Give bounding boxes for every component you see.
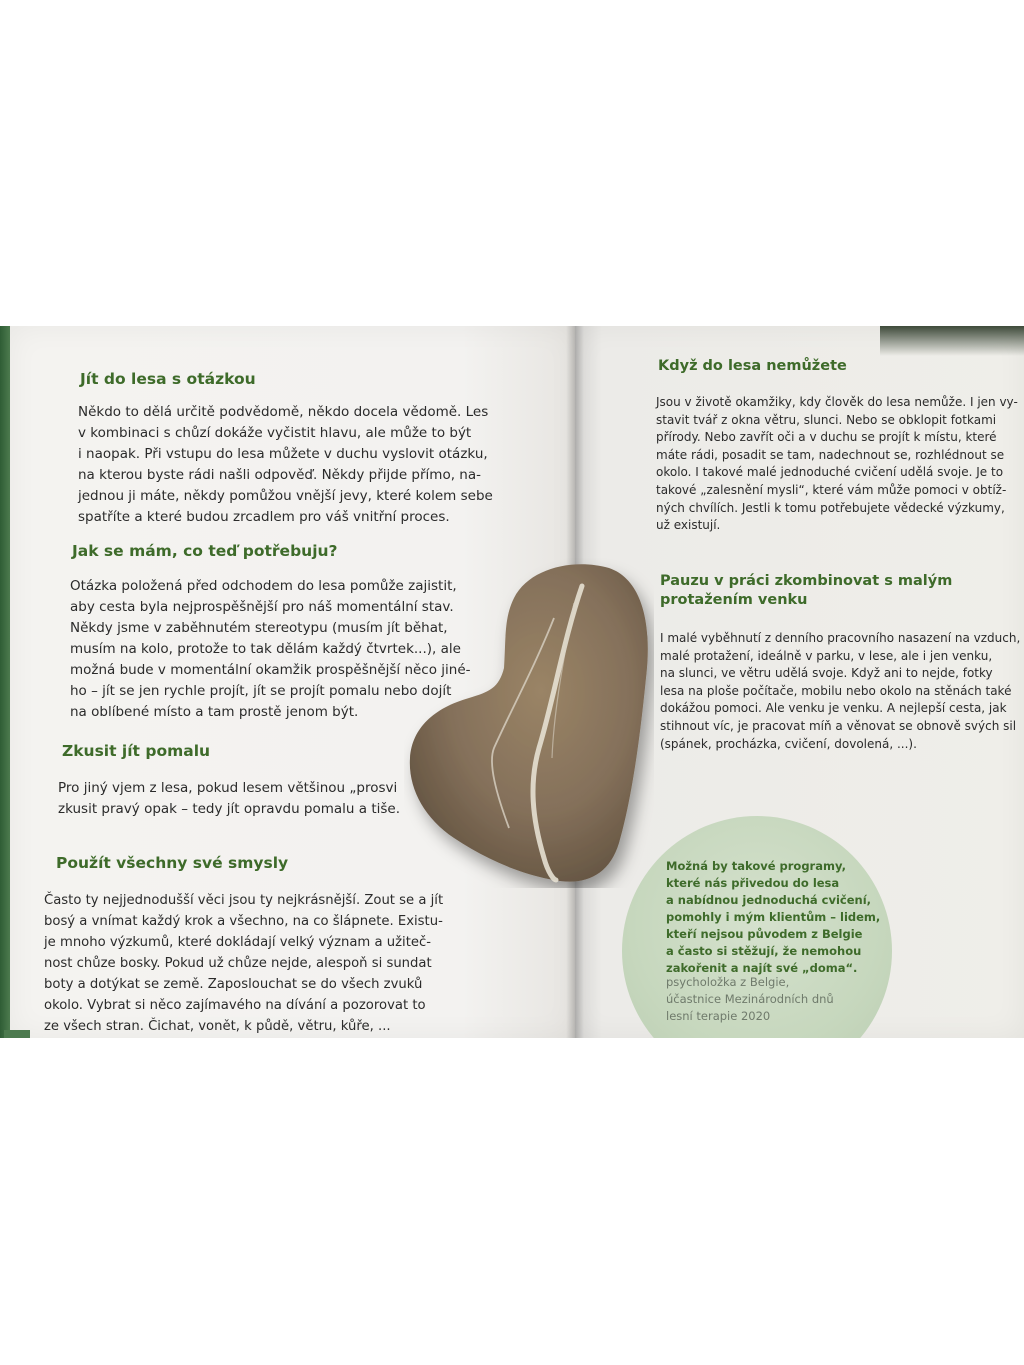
quote-text [666,858,880,977]
quote-line: a nabídnou jednoduchá cvičení, [666,893,872,907]
text-line: ze všech stran. Čichat, vonět, k půdě, větru, kůře, ... [44,1019,391,1034]
text-line: na oblíbené místo a tam prostě jenom být. [70,704,359,720]
text-line: nost chůze bosky. Pokud už chůze nejde, alespoň si sundat [44,956,432,971]
text-line: možná bude v momentální okamžik prospěšnější něco jiné- [70,662,471,678]
heading-line: protažením venku [660,592,808,608]
text-line: Pro jiný vjem z lesa, pokud lesem většinou „prosvi [58,780,398,796]
section-paragraph [78,402,493,528]
text-line: spatříte a které budou zrcadlem pro váš vnitřní proces. [78,509,450,525]
quote-attribution [666,974,834,1025]
page-edge-shadow [880,326,1024,356]
section-heading: Když do lesa nemůžete [658,358,847,374]
heading-line: Pauzu v práci zkombinovat s malým [660,573,953,589]
book-cover-edge [0,326,10,1038]
text-line: lesa na ploše počítače, mobilu nebo okolo na stěnách také [660,683,1012,698]
section-paragraph [656,394,1018,535]
section-heading: Použít všechny své smysly [56,854,289,872]
text-line: (spánek, procházka, cvičení, dovolená, ...). [660,736,917,751]
text-line: Jsou v životě okamžiky, kdy člověk do lesa nemůže. I jen vy- [656,395,1018,409]
quote-line: a často si stěžují, že nemohou [666,944,862,958]
text-line: okolo. Vybrat si něco zajímavého na dívání a pozorovat to [44,998,426,1013]
text-line: Někdy jsme v zaběhnutém stereotypu (musím jít běhat, [70,620,448,636]
text-line: Často ty nejjednodušší věci jsou ty nejkrásnější. Zout se a jít [44,893,444,908]
quote-line: Možná by takové programy, [666,859,846,873]
text-line: Někdo to dělá určitě podvědomě, někdo docela vědomě. Les [78,404,489,420]
section-paragraph [44,890,443,1037]
text-line: ho – jít se jen rychle projít, jít se projít pomalu nebo dojít [70,683,452,699]
quote-line: pomohly i mým klientům – lidem, [666,910,881,924]
section-heading: Jak se mám, co teď potřebuju? [72,542,338,560]
text-line: takové „zalesnění mysli“, které vám může pomoci v obtíž- [656,482,1007,497]
section-heading: Jít do lesa s otázkou [80,370,256,388]
text-line: boty a dotýkat se země. Zaposlouchat se do všech zvuků [44,977,423,992]
page-number-mark [4,1030,30,1038]
text-line: I malé vyběhnutí z denního pracovního nasazení na vzduch, [660,631,1021,645]
book-photo [0,326,1024,1038]
text-line: musím na kolo, protože to tak dělám každý čtvrtek...), ale [70,641,461,657]
quote-line: zakořenit a najít své „doma“. [666,961,858,975]
text-line: už existují. [656,518,721,533]
text-line: přírody. Nebo zavřít oči a v duchu se projít k místu, které [656,430,997,445]
stone-body [410,564,648,881]
text-line: dokážou pomoci. Ale venku je venku. A nejlepší cesta, jak [660,701,1007,716]
section-heading: Zkusit jít pomalu [62,742,211,760]
section-paragraph [58,778,400,820]
text-line: na slunci, ve větru udělá svoje. Když ani to nejde, fotky [660,666,993,681]
text-line: aby cesta byla nejprospěšnější pro náš momentální stav. [70,599,454,615]
text-line: Otázka položená před odchodem do lesa pomůže zajistit, [70,578,457,594]
quote-line: které nás přivedou do lesa [666,876,840,890]
text-line: v kombinaci s chůzí dokáže vyčistit hlavu, ale může to být [78,425,472,441]
quote-line: kteří nejsou původem z Belgie [666,927,863,941]
attribution-line: lesní terapie 2020 [666,1009,771,1023]
text-line: stavit tvář z okna větru, slunci. Nebo se obklopit fotkami [656,412,997,427]
text-line: okolo. I takové malé jednoduché cvičení udělá svoje. Je to [656,465,1004,480]
text-line: i naopak. Při vstupu do lesa můžete v duchu vyslovit otázku, [78,446,488,462]
heart-shaped-stone [404,558,654,888]
section-heading [660,572,952,610]
text-line: máte rádi, posadit se tam, nadechnout se, rozhlédnout se [656,447,1005,462]
text-line: na kterou byste rádi našli odpověď. Někdy přijde přímo, na- [78,467,481,483]
section-paragraph [660,630,1020,753]
text-line: malé protažení, ideálně v parku, v lese, ale i jen venku, [660,648,993,663]
text-line: stihnout víc, je pracovat míň a věnovat se obnově svých sil [660,718,1017,733]
text-line: ných chvílích. Jestli k tomu potřebujete vědecké výzkumy, [656,500,1005,515]
text-line: je mnoho výzkumů, které dokládají velký význam a užiteč- [44,935,431,950]
attribution-line: psycholožka z Belgie, [666,975,790,989]
text-line: zkusit pravý opak – tedy jít opravdu pomalu a tiše. [58,801,401,817]
text-line: bosý a vnímat každý krok a všechno, na co šlápnete. Existu- [44,914,443,929]
text-line: jednou ji máte, někdy pomůžou vnější jevy, které kolem sebe [78,488,493,504]
attribution-line: účastnice Mezinárodních dnů [666,992,834,1006]
